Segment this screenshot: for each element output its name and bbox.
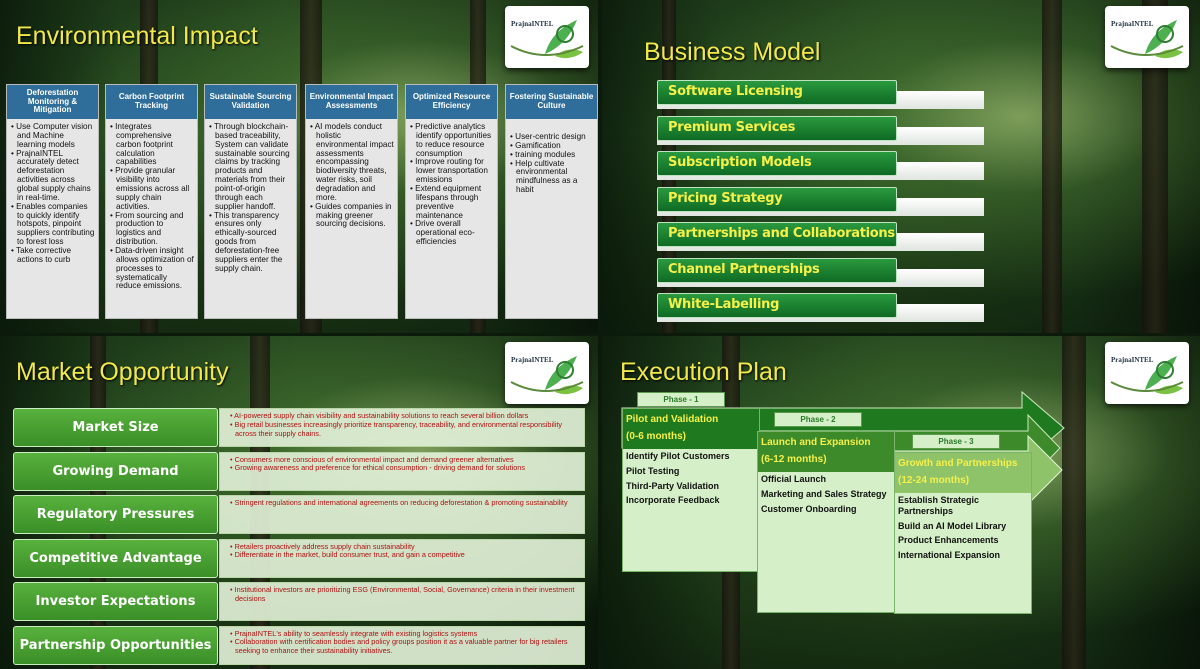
slide-environmental-impact — [0, 0, 598, 333]
column-header: Carbon Footprint Tracking — [106, 85, 197, 119]
column-header: Environmental Impact Assessments — [306, 85, 397, 119]
business-model-item: Premium Services — [657, 116, 897, 141]
prajnaintel-logo: PrajnaINTEL — [1105, 6, 1189, 68]
opportunity-description — [219, 539, 585, 578]
opportunity-point: • Big retail businesses increasingly prioritize transparency, traceability, and environmental responsibility across their supply chains. — [230, 419, 563, 438]
opportunity-description — [219, 495, 585, 534]
column-bullet: • User-centric design — [510, 133, 594, 142]
slide-title: Environmental Impact — [16, 22, 258, 50]
phase-period: (12-24 months) — [898, 475, 970, 486]
phase-task: Identify Pilot Customers — [626, 451, 730, 461]
column-bullet: • Improve routing for lower transportation emissions — [410, 158, 494, 185]
opportunity-label: Regulatory Pressures — [13, 495, 218, 534]
opportunity-point: • Institutional investors are prioritizing ESG (Environmental, Social, Governance) criteria in their investment decisions — [230, 585, 575, 603]
opportunity-point: • Retailers proactively address supply chain sustainability — [230, 541, 415, 551]
slide-business-model — [602, 0, 1200, 333]
opportunity-point: • Collaboration with certification bodies and policy groups position it as a valuable partner for big retailers seeking to enhance their sustainability initiatives. — [230, 637, 568, 655]
opportunity-description — [219, 452, 585, 491]
phase-task: Build an AI Model Library — [898, 520, 1007, 531]
phase-tab: Phase - 2 — [774, 412, 862, 427]
opportunity-point: • Differentiate in the market, build consumer trust, and gain a competitive — [230, 550, 465, 560]
slide-title: Market Opportunity — [16, 358, 229, 386]
phase-period: (0-6 months) — [626, 431, 686, 442]
phase-task: Marketing and Sales Strategy — [761, 488, 887, 499]
slide-title: Execution Plan — [620, 358, 787, 386]
impact-column — [105, 84, 198, 319]
phase-tab: Phase - 3 — [912, 434, 1000, 449]
column-bullet: • Through blockchain-based traceability, System can validate sustainable sourcing claims by tracking products and materials from their point-of-origin through each supplier handoff. — [209, 123, 293, 212]
column-header: Fostering Sustainable Culture — [506, 85, 597, 119]
column-bullet: • training modules — [510, 151, 594, 160]
column-bullet: • Help cultivate environmental mindfulness as a habit — [510, 160, 594, 195]
column-bullet: • Use Computer vision and Machine learning models — [11, 123, 95, 150]
slide-market-opportunity — [0, 336, 598, 669]
phase-task: Third-Party Validation — [626, 480, 720, 491]
impact-column — [204, 84, 297, 319]
phase-period: (6-12 months) — [761, 454, 827, 465]
column-bullet: • Extend equipment lifespans through preventive maintenance — [410, 185, 494, 220]
column-bullet: • Gamification — [510, 142, 594, 151]
phase-box — [894, 452, 1032, 614]
phase-box — [622, 408, 760, 572]
phase-tab: Phase - 1 — [637, 392, 725, 407]
opportunity-label: Competitive Advantage — [13, 539, 218, 578]
column-bullet: • Enables companies to quickly identify hotspots, pinpoint suppliers contributing to forest loss — [11, 203, 95, 247]
prajnaintel-logo: PrajnaINTEL — [1105, 342, 1189, 404]
impact-column — [405, 84, 498, 319]
impact-column — [505, 84, 598, 319]
column-header: Optimized Resource Efficiency — [406, 85, 497, 119]
phase-task: Establish Strategic Partnerships — [898, 495, 980, 516]
opportunity-description — [219, 626, 585, 665]
opportunity-label: Growing Demand — [13, 452, 218, 491]
business-model-item: Pricing Strategy — [657, 187, 897, 212]
impact-column — [6, 84, 99, 319]
column-bullet: • This transparency ensures only ethically-sourced goods from deforestation-free suppliers enter the supply chain. — [209, 212, 293, 274]
business-model-item: White-Labelling — [657, 293, 897, 318]
opportunity-point: • Stringent regulations and international agreements on reducing deforestation & promoting sustainability — [230, 498, 568, 507]
prajnaintel-logo: PrajnaINTEL — [505, 342, 589, 404]
business-model-item: Channel Partnerships — [657, 258, 897, 283]
business-model-item: Partnerships and Collaborations — [657, 222, 897, 247]
opportunity-label: Partnership Opportunities — [13, 626, 218, 665]
opportunity-label: Investor Expectations — [13, 582, 218, 621]
column-header: Deforestation Monitoring & Mitigation — [7, 85, 98, 119]
column-bullet: • PrajnaINTEL accurately detect deforestation activities across global supply chains in real-time. — [11, 150, 95, 203]
phase-name: Growth and Partnerships — [898, 458, 1018, 469]
opportunity-point: • PrajnaINTEL's ability to seamlessly integrate with existing logistics systems — [230, 628, 478, 638]
phase-task: Product Enhancements — [898, 535, 999, 546]
column-bullet: • Integrates comprehensive carbon footprint calculation capabilities — [110, 123, 194, 167]
phase-task: Customer Onboarding — [761, 503, 857, 514]
prajnaintel-logo: PrajnaINTEL — [505, 6, 589, 68]
opportunity-description — [219, 582, 585, 621]
phase-task: Official Launch — [761, 474, 827, 484]
phase-task: Pilot Testing — [626, 465, 680, 476]
opportunity-point: • Consumers more conscious of environmental impact and demand greener alternatives — [230, 454, 514, 464]
phase-name: Launch and Expansion — [761, 437, 871, 448]
business-model-item: Software Licensing — [657, 80, 897, 105]
opportunity-label: Market Size — [13, 408, 218, 447]
column-bullet: • Provide granular visibility into emissions across all supply chain activities. — [110, 167, 194, 211]
phase-box — [757, 431, 895, 613]
column-bullet: • From sourcing and production to logistics and distribution. — [110, 212, 194, 247]
opportunity-point: • Growing awareness and preference for ethical consumption - driving demand for solutions — [230, 463, 525, 473]
impact-column — [305, 84, 398, 319]
column-bullet: • Data-driven insight allows optimization of processes to systematically reduce emissions. — [110, 247, 194, 291]
column-bullet: • Guides companies in making greener sourcing decisions. — [310, 203, 394, 230]
column-bullet: • AI models conduct holistic environmental impact assessments encompassing biodiversity threats, water risks, soil degradation and more. — [310, 123, 394, 203]
business-model-item: Subscription Models — [657, 151, 897, 176]
slide-title: Business Model — [644, 38, 821, 66]
slide-execution-plan — [602, 336, 1200, 669]
phase-task: International Expansion — [898, 550, 1001, 561]
opportunity-description — [219, 408, 585, 447]
column-header: Sustainable Sourcing Validation — [205, 85, 296, 119]
column-bullet: • Take corrective actions to curb — [11, 247, 95, 265]
column-bullet: • Drive overall operational eco-efficiencies — [410, 220, 494, 247]
column-bullet: • Predictive analytics identify opportunities to reduce resource consumption — [410, 123, 494, 158]
phase-name: Pilot and Validation — [626, 414, 719, 425]
phase-task: Incorporate Feedback — [626, 495, 720, 506]
opportunity-point: • AI-powered supply chain visibility and sustainability solutions to reach several billion dollars — [230, 411, 529, 420]
